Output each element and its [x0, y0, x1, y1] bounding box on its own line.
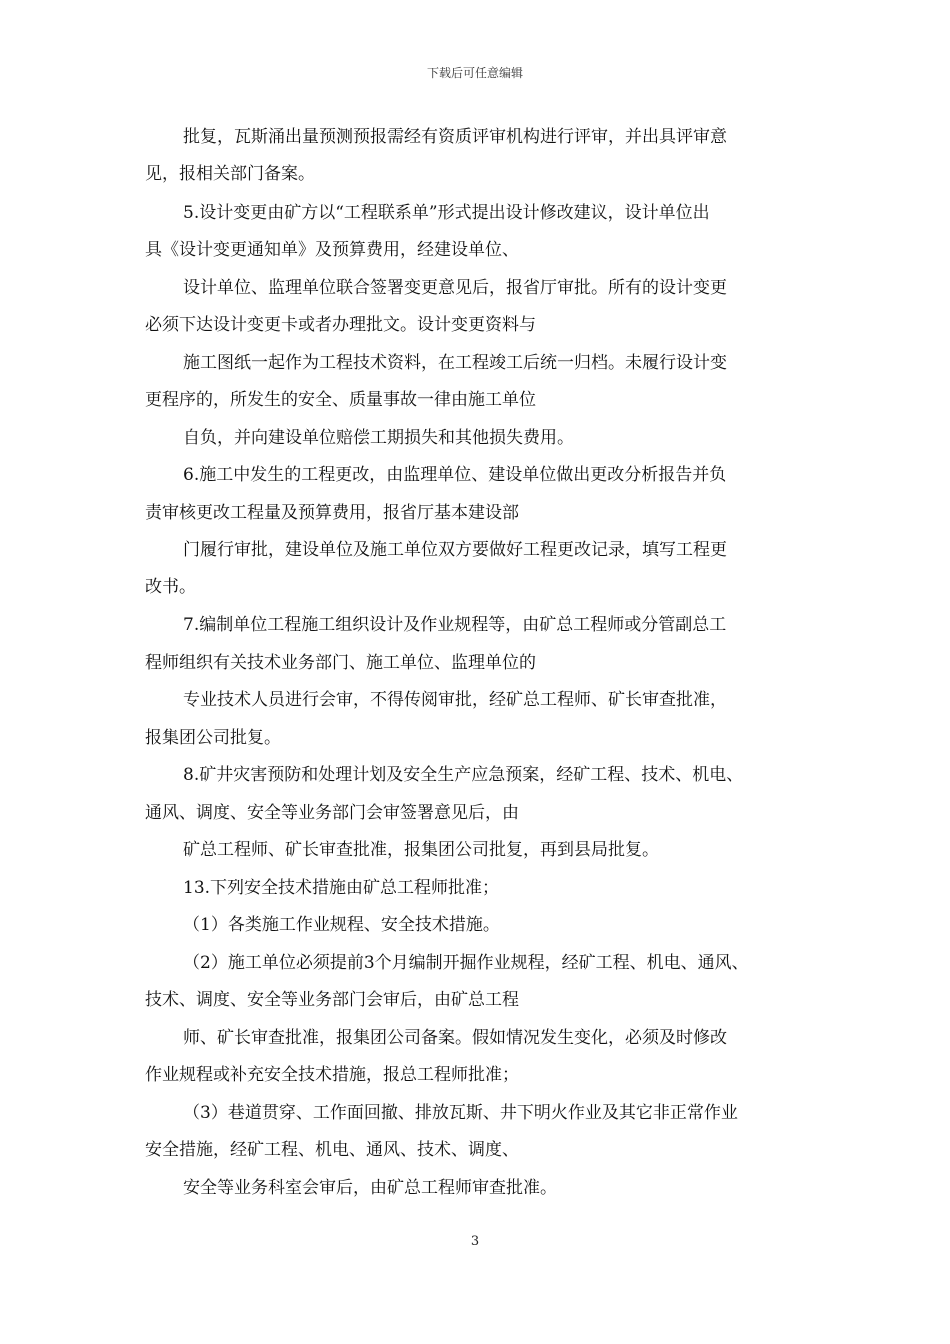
text-line: 技术、调度、安全等业务部门会审后，由矿总工程	[145, 990, 519, 1010]
text-line: 程师组织有关技术业务部门、施工单位、监理单位的	[145, 653, 536, 673]
text-line: 5.设计变更由矿方以“工程联系单”形式提出设计修改建议，设计单位出	[183, 203, 710, 223]
page-header: 下载后可任意编辑	[426, 66, 523, 80]
text-line: 报集团公司批复。	[145, 728, 281, 748]
text-line: 责审核更改工程量及预算费用，报省厅基本建设部	[145, 503, 519, 523]
text-line: 6.施工中发生的工程更改，由监理单位、建设单位做出更改分析报告并负	[183, 465, 727, 485]
text-line: 施工图纸一起作为工程技术资料，在工程竣工后统一归档。未履行设计变	[183, 353, 727, 373]
text-line: 批复，瓦斯涌出量预测预报需经有资质评审机构进行评审，并出具评审意	[183, 127, 727, 147]
text-line: 门履行审批，建设单位及施工单位双方要做好工程更改记录，填写工程更	[183, 540, 727, 560]
text-line: 更程序的，所发生的安全、质量事故一律由施工单位	[145, 390, 536, 410]
text-line: 8.矿井灾害预防和处理计划及安全生产应急预案，经矿工程、技术、机电、	[183, 765, 744, 785]
text-line: 必须下达设计变更卡或者办理批文。设计变更资料与	[145, 315, 536, 335]
text-line: 通风、调度、安全等业务部门会审签署意见后，由	[145, 803, 519, 823]
text-line: 7.编制单位工程施工组织设计及作业规程等，由矿总工程师或分管副总工	[183, 615, 727, 635]
text-line: 专业技术人员进行会审，不得传阅审批，经矿总工程师、矿长审查批准，	[183, 690, 727, 710]
text-line: （1）各类施工作业规程、安全技术措施。	[183, 915, 500, 935]
text-line: 安全措施，经矿工程、机电、通风、技术、调度、	[145, 1140, 519, 1160]
text-line: 见，报相关部门备案。	[145, 164, 315, 184]
page-number: 3	[470, 1234, 480, 1249]
text-line: 矿总工程师、矿长审查批准，报集团公司批复，再到县局批复。	[183, 840, 659, 860]
text-line: 自负，并向建设单位赔偿工期损失和其他损失费用。	[183, 428, 574, 448]
text-line: 具《设计变更通知单》及预算费用，经建设单位、	[145, 240, 519, 260]
text-line: （2）施工单位必须提前3个月编制开掘作业规程，经矿工程、机电、通风、	[183, 953, 749, 973]
text-line: 作业规程或补充安全技术措施，报总工程师批准；	[145, 1065, 519, 1085]
text-line: （3）巷道贯穿、工作面回撤、排放瓦斯、井下明火作业及其它非正常作业	[183, 1103, 738, 1123]
text-line: 13.下列安全技术措施由矿总工程师批准；	[183, 878, 500, 898]
text-line: 师、矿长审查批准，报集团公司备案。假如情况发生变化，必须及时修改	[183, 1028, 727, 1048]
text-line: 安全等业务科室会审后，由矿总工程师审查批准。	[183, 1178, 557, 1198]
text-line: 设计单位、监理单位联合签署变更意见后，报省厅审批。所有的设计变更	[183, 278, 727, 298]
text-line: 改书。	[145, 577, 196, 597]
